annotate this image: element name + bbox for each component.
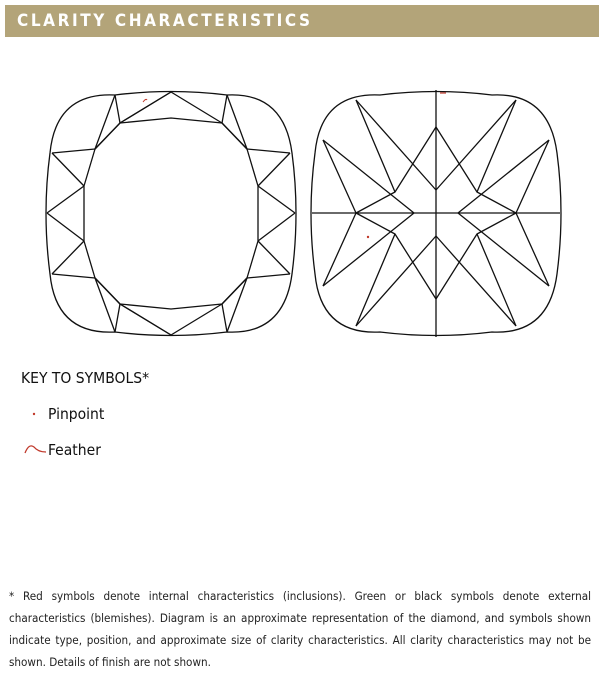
pinpoint-icon [22,404,48,424]
key-item-label: Feather [48,441,101,459]
key-item-pinpoint [22,404,104,424]
feather-icon [22,440,48,460]
key-item-feather [22,440,101,460]
section-title: CLARITY CHARACTERISTICS [17,11,313,31]
feather-mark-crown [143,99,147,102]
key-title: KEY TO SYMBOLS* [21,369,150,387]
crown-view [46,92,296,336]
pinpoint-mark-pavilion [367,236,369,238]
key-item-label: Pinpoint [48,405,105,423]
footnote: * Red symbols denote internal characteristics (inclusions). Green or black symbols denote external characteristics (blemishes). Diagram is an approximate representation of the diamond, and symbols shown indicate type, position, and approximate size of clarity characteristics. All clarity characteristics may not be shown. Details of finish are not shown. [9,589,591,669]
pavilion-view [311,90,561,337]
